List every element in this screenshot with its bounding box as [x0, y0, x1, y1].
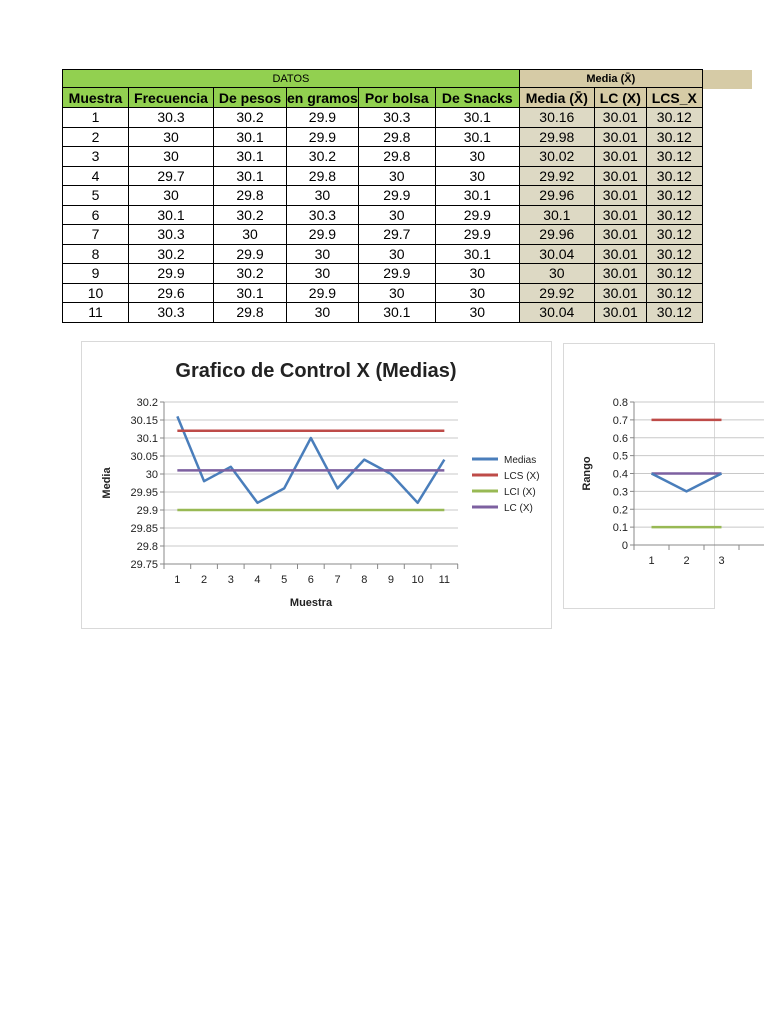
table-cell[interactable]: 30 [435, 303, 519, 323]
column-header[interactable]: Frecuencia [129, 88, 214, 108]
table-cell[interactable]: 30.12 [646, 166, 702, 186]
table-cell[interactable]: 30.01 [594, 166, 646, 186]
table-cell[interactable]: 29.8 [358, 147, 435, 167]
table-cell[interactable]: 30.3 [358, 108, 435, 128]
y-tick-label: 30.05 [130, 451, 158, 463]
table-cell[interactable]: 30.01 [594, 147, 646, 167]
table-cell[interactable]: 30.01 [594, 108, 646, 128]
y-tick-label: 29.75 [130, 559, 158, 571]
y-tick-label: 30.2 [136, 397, 158, 409]
table-cell[interactable]: 30 [519, 264, 594, 284]
x-tick-label: 10 [411, 574, 424, 586]
table-cell[interactable]: 30.12 [646, 264, 702, 284]
y-axis-label: Rango [581, 456, 593, 491]
table-cell[interactable]: 11 [63, 303, 129, 323]
table-cell[interactable]: 30.1 [129, 205, 214, 225]
y-tick-label: 0.7 [612, 414, 628, 427]
table-cell[interactable]: 30.12 [646, 244, 702, 264]
legend-label: LCI (X) [504, 487, 536, 498]
column-header[interactable]: De pesos [214, 88, 287, 108]
y-tick-label: 0.3 [612, 486, 628, 499]
table-cell[interactable]: 29.9 [435, 205, 519, 225]
table-cell[interactable]: 30.1 [214, 127, 287, 147]
table-cell[interactable]: 29.9 [287, 283, 359, 303]
table-cell[interactable]: 30.2 [129, 244, 214, 264]
table-row [63, 303, 703, 323]
table-cell[interactable]: 29.9 [287, 225, 359, 245]
table-cell[interactable]: 30.1 [214, 147, 287, 167]
range-chart-svg [564, 344, 725, 608]
table-cell[interactable]: 30.12 [646, 205, 702, 225]
table-cell[interactable]: 29.8 [287, 166, 359, 186]
column-header[interactable]: De Snacks [435, 88, 519, 108]
column-header[interactable]: Por bolsa [358, 88, 435, 108]
table-cell[interactable]: 29.8 [214, 303, 287, 323]
table-cell[interactable]: 1 [63, 108, 129, 128]
table-cell[interactable]: 30.01 [594, 264, 646, 284]
table-cell[interactable]: 30.3 [287, 205, 359, 225]
y-tick-label: 29.9 [136, 505, 158, 517]
y-tick-label: 30.1 [136, 433, 158, 445]
table-cell[interactable]: 30.1 [214, 283, 287, 303]
table-cell[interactable]: 30 [287, 303, 359, 323]
table-cell[interactable]: 30.12 [646, 147, 702, 167]
table-cell[interactable]: 30.3 [129, 108, 214, 128]
table-cell[interactable]: 30.12 [646, 186, 702, 206]
table-cell[interactable]: 30.16 [519, 108, 594, 128]
y-tick-label: 0.8 [612, 397, 628, 409]
table-row [63, 166, 703, 186]
table-cell[interactable]: 29.92 [519, 283, 594, 303]
y-axis-label: Media [101, 467, 113, 499]
y-tick-label: 30 [145, 469, 158, 481]
table-cell[interactable]: 6 [63, 205, 129, 225]
table-cell[interactable]: 29.92 [519, 166, 594, 186]
table-cell[interactable]: 30.3 [129, 225, 214, 245]
table-cell[interactable]: 30 [358, 283, 435, 303]
x-tick-label: 2 [200, 574, 208, 586]
table-cell[interactable]: 10 [63, 283, 129, 303]
table-cell[interactable]: 29.9 [435, 225, 519, 245]
x-tick-label: 8 [361, 574, 368, 586]
column-header[interactable]: LC (X) [594, 88, 646, 108]
y-tick-label: 0 [621, 540, 628, 552]
table-row [63, 283, 703, 303]
x-tick-label: 2 [683, 555, 690, 567]
table-cell[interactable]: 29.8 [358, 127, 435, 147]
table-cell[interactable]: 29.7 [358, 225, 435, 245]
table-cell[interactable]: 30 [129, 127, 214, 147]
table-cell[interactable]: 30 [358, 205, 435, 225]
table-cell[interactable]: 30 [214, 225, 287, 245]
y-tick-label: 0.5 [612, 450, 628, 463]
table-cell[interactable]: 30 [358, 244, 435, 264]
y-tick-label: 30.15 [130, 415, 158, 427]
range-chart-clip [563, 340, 725, 610]
range-chart[interactable] [563, 343, 725, 609]
table-cell[interactable]: 30.1 [358, 303, 435, 323]
media-band-overflow [703, 69, 752, 89]
table-cell[interactable]: 30.1 [435, 127, 519, 147]
table-cell[interactable]: 7 [63, 225, 129, 245]
chart-title: Grafico de Control X (Medias) [175, 360, 457, 382]
table-cell[interactable]: 29.98 [519, 127, 594, 147]
header-band-row [63, 70, 703, 88]
y-tick-label: 0.4 [612, 468, 628, 481]
table-row [63, 147, 703, 167]
x-axis-label: Muestra [289, 597, 333, 609]
table-cell[interactable]: 30 [287, 244, 359, 264]
table-row [63, 108, 703, 128]
series-line-3 [652, 474, 722, 492]
legend-label: LCS (X) [504, 471, 540, 482]
table-row [63, 127, 703, 147]
datos-band-cell[interactable]: DATOS [63, 70, 520, 88]
table-cell[interactable]: 30.12 [646, 108, 702, 128]
legend-label: LC (X) [504, 503, 533, 514]
table-cell[interactable]: 29.9 [214, 244, 287, 264]
table-cell[interactable]: 30.1 [435, 186, 519, 206]
x-tick-label: 9 [387, 574, 395, 586]
table-cell[interactable]: 29.9 [287, 108, 359, 128]
table-cell[interactable]: 30 [129, 186, 214, 206]
media-band-cell[interactable]: Media (X̄) [519, 70, 702, 88]
column-header[interactable]: LCS_X [646, 88, 702, 108]
column-header-row [63, 88, 703, 108]
table-cell[interactable]: 30.1 [435, 244, 519, 264]
table-cell[interactable]: 30.3 [129, 303, 214, 323]
table-cell[interactable]: 29.9 [358, 264, 435, 284]
control-chart-x-svg [82, 342, 551, 628]
table-cell[interactable]: 30.12 [646, 225, 702, 245]
legend-label: Medias [504, 455, 537, 466]
column-header[interactable]: Muestra [63, 88, 129, 108]
y-tick-label: 29.85 [130, 523, 158, 535]
table-cell[interactable]: 30.01 [594, 303, 646, 323]
table-cell[interactable]: 30.01 [594, 244, 646, 264]
table-cell[interactable]: 30.01 [594, 127, 646, 147]
table-cell[interactable]: 30 [287, 186, 359, 206]
table-cell[interactable]: 30 [435, 283, 519, 303]
table-cell[interactable]: 29.7 [129, 166, 214, 186]
x-tick-label: 1 [174, 574, 181, 586]
table-cell[interactable]: 30.1 [519, 205, 594, 225]
table-cell[interactable]: 30.2 [214, 264, 287, 284]
table-row [63, 244, 703, 264]
y-tick-label: 0.2 [612, 504, 628, 517]
x-tick-label: 5 [281, 574, 288, 586]
table-cell[interactable]: 9 [63, 264, 129, 284]
table-row [63, 186, 703, 206]
table-cell[interactable]: 29.96 [519, 186, 594, 206]
control-chart-x[interactable] [81, 341, 552, 629]
table-cell[interactable]: 30.2 [214, 108, 287, 128]
table-cell[interactable]: 29.9 [129, 264, 214, 284]
table-cell[interactable]: 30 [435, 264, 519, 284]
y-tick-label: 29.95 [130, 487, 158, 499]
table-cell[interactable]: 30.12 [646, 303, 702, 323]
table-cell[interactable]: 29.96 [519, 225, 594, 245]
x-tick-label: 6 [307, 574, 314, 586]
table-cell[interactable]: 30 [358, 166, 435, 186]
x-tick-label: 4 [254, 574, 261, 586]
column-header[interactable]: en gramos [287, 89, 358, 106]
table-cell[interactable]: 30.12 [646, 283, 702, 303]
series-line-0 [177, 416, 444, 502]
y-tick-label: 29.8 [136, 541, 158, 553]
table-cell[interactable]: 30.04 [519, 303, 594, 323]
table-cell[interactable]: 29.6 [129, 283, 214, 303]
table-cell[interactable]: 30 [435, 147, 519, 167]
table-cell[interactable]: 30.01 [594, 205, 646, 225]
table-cell[interactable]: 8 [63, 244, 129, 264]
column-header[interactable]: Media (X̄) [519, 88, 594, 108]
table-cell[interactable]: 2 [63, 127, 129, 147]
table-cell[interactable]: 30.2 [287, 147, 359, 167]
table-cell[interactable]: 30.01 [594, 283, 646, 303]
table-row [63, 264, 703, 284]
table-cell[interactable]: 30.1 [435, 108, 519, 128]
x-tick-label: 11 [438, 574, 451, 586]
table-cell[interactable]: 29.8 [214, 186, 287, 206]
table-cell[interactable]: 30.1 [214, 166, 287, 186]
table-cell[interactable]: 30.01 [594, 186, 646, 206]
table-body [63, 108, 703, 323]
table-cell[interactable]: 3 [63, 147, 129, 167]
table-row [63, 225, 703, 245]
table-cell[interactable]: 30.02 [519, 147, 594, 167]
x-tick-label: 7 [334, 574, 341, 586]
x-tick-label: 1 [648, 555, 655, 567]
table-cell[interactable]: 30.12 [646, 127, 702, 147]
table-cell[interactable]: 5 [63, 186, 129, 206]
table-cell[interactable]: 30.2 [214, 205, 287, 225]
table-cell[interactable]: 30 [129, 147, 214, 167]
y-tick-label: 0.1 [612, 522, 628, 535]
table-cell[interactable]: 30 [435, 166, 519, 186]
table-row [63, 205, 703, 225]
data-table [62, 69, 703, 323]
y-tick-label: 0.6 [612, 432, 628, 445]
table-cell[interactable]: 30 [287, 264, 359, 284]
table-cell[interactable]: 29.9 [287, 127, 359, 147]
table-cell[interactable]: 29.9 [358, 186, 435, 206]
table-cell[interactable]: 30.04 [519, 244, 594, 264]
table-cell[interactable]: 30.01 [594, 225, 646, 245]
table-cell[interactable]: 4 [63, 166, 129, 186]
x-tick-label: 3 [227, 574, 234, 586]
x-tick-label: 3 [718, 555, 725, 567]
